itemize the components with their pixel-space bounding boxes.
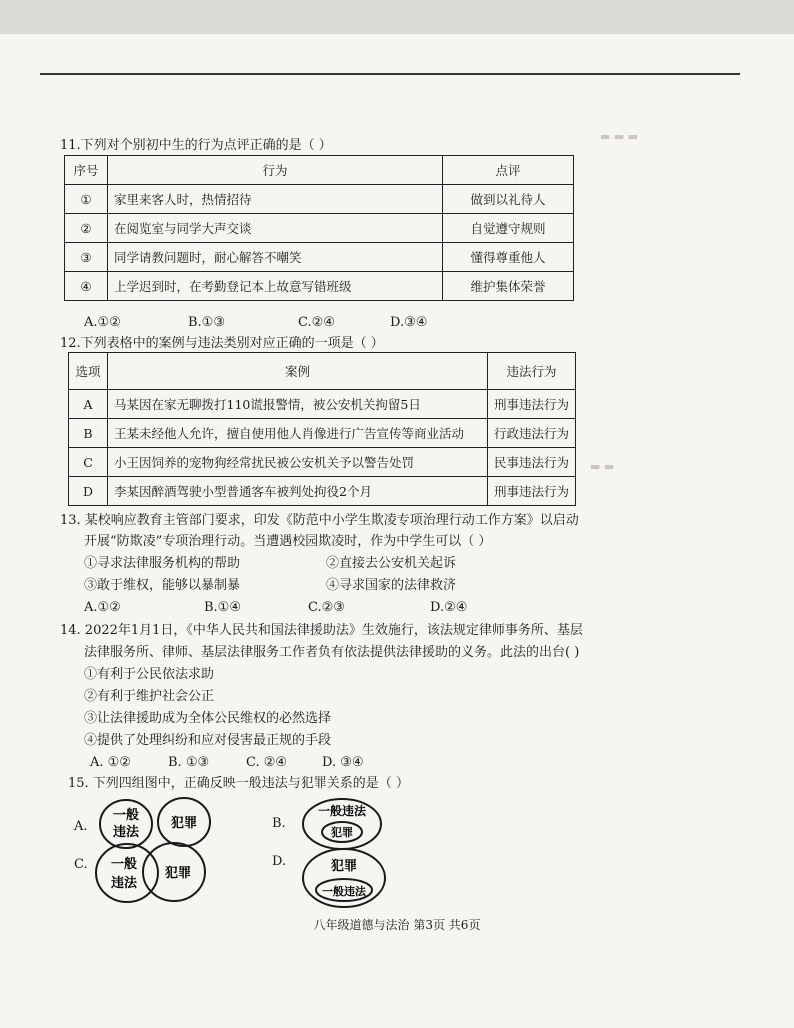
- q15-diagram-c: [94, 840, 214, 906]
- table-row: [69, 477, 576, 506]
- table-row: [69, 419, 576, 448]
- q13-option-a[interactable]: A.①②: [84, 600, 121, 615]
- q15-b-fanzui: 犯罪: [331, 826, 353, 839]
- q13-item-3: ③敢于维权，能够以暴制暴: [84, 578, 241, 593]
- q11-cell: 家里来客人时，热情招待: [108, 185, 443, 214]
- q13-options: [84, 599, 484, 617]
- q15-label-b[interactable]: B.: [272, 816, 286, 831]
- q11-options: [84, 314, 504, 332]
- q12-cell: 马某因在家无聊拨打110谎报警情，被公安机关拘留5日: [108, 390, 488, 419]
- q11-cell: 上学迟到时，在考勤登记本上故意写错班级: [108, 272, 443, 301]
- q15-diagram-d: [300, 846, 388, 910]
- q11-header-2: 点评: [443, 156, 574, 185]
- q12-header-0: 选项: [69, 353, 108, 390]
- q15-label-c[interactable]: C.: [74, 857, 88, 872]
- q15-d-fanzui: 犯罪: [330, 859, 358, 874]
- q15-a-weifa-2: 违法: [112, 825, 140, 840]
- q11-option-d[interactable]: D.③④: [390, 315, 428, 330]
- table-row: [69, 353, 576, 390]
- q11-header-0: 序号: [65, 156, 108, 185]
- q12-stem: 12.下列表格中的案例与违法类别对应正确的一项是（ ）: [60, 336, 384, 351]
- q11-cell: 懂得尊重他人: [443, 243, 574, 272]
- q12-cell: 行政违法行为: [487, 419, 575, 448]
- q12-cell: B: [69, 419, 108, 448]
- q15-c-weifa-1: 一般: [110, 857, 138, 872]
- q14-item-1: ①有利于公民依法求助: [84, 667, 215, 682]
- q11-header-1: 行为: [108, 156, 443, 185]
- q15-c-fanzui: 犯罪: [164, 866, 192, 881]
- q11-cell: 做到以礼待人: [443, 185, 574, 214]
- q15-label-a[interactable]: A.: [74, 819, 88, 834]
- bleed-through-mark: ▬ ▬: [590, 460, 615, 473]
- q11-cell: 在阅览室与同学大声交谈: [108, 214, 443, 243]
- q14-option-b[interactable]: B. ①③: [168, 755, 210, 770]
- q13-option-b[interactable]: B.①④: [204, 600, 241, 615]
- q11-cell: 维护集体荣誉: [443, 272, 574, 301]
- q12-table: [68, 352, 576, 506]
- q11-cell: ②: [65, 214, 108, 243]
- scan-top-band: [0, 0, 794, 34]
- q14-line2: 法律服务所、律师、基层法律服务工作者负有依法提供法律援助的义务。此法的出台( ): [84, 645, 580, 660]
- table-row: [65, 185, 574, 214]
- q11-cell: 自觉遵守规则: [443, 214, 574, 243]
- q11-option-b[interactable]: B.①③: [188, 315, 225, 330]
- q12-cell: C: [69, 448, 108, 477]
- bleed-through-mark: ▬ ▬ ▬: [600, 130, 639, 143]
- table-row: [69, 448, 576, 477]
- q12-cell: D: [69, 477, 108, 506]
- q15-a-fanzui: 犯罪: [170, 816, 198, 831]
- q11-option-c[interactable]: C.②④: [298, 315, 335, 330]
- q14-options: [90, 754, 410, 772]
- q14-option-d[interactable]: D. ③④: [322, 755, 364, 770]
- q15-d-weifa: 一般违法: [322, 885, 366, 898]
- header-rule: [40, 73, 740, 75]
- table-row: [65, 156, 574, 185]
- q14-item-3: ③让法律援助成为全体公民维权的必然选择: [84, 711, 332, 726]
- q14-item-4: ④提供了处理纠纷和应对侵害最正规的手段: [84, 733, 332, 748]
- q13-option-c[interactable]: C.②③: [308, 600, 345, 615]
- q15-b-weifa: 一般违法: [317, 804, 367, 818]
- page-footer: 八年级道德与法治 第3页 共6页: [313, 918, 481, 932]
- q12-cell: 民事违法行为: [487, 448, 575, 477]
- q11-stem: 11.下列对个别初中生的行为点评正确的是（ ）: [60, 138, 332, 153]
- table-row: [65, 214, 574, 243]
- q12-cell: 李某因醉酒驾驶小型普通客车被判处拘役2个月: [108, 477, 488, 506]
- q12-cell: 刑事违法行为: [487, 390, 575, 419]
- table-row: [65, 243, 574, 272]
- q13-option-d[interactable]: D.②④: [430, 600, 468, 615]
- table-row: [65, 272, 574, 301]
- q11-cell: ④: [65, 272, 108, 301]
- q12-cell: 王某未经他人允许，擅自使用他人肖像进行广告宣传等商业活动: [108, 419, 488, 448]
- q14-option-c[interactable]: C. ②④: [246, 755, 288, 770]
- q13-item-1: ①寻求法律服务机构的帮助: [84, 556, 241, 571]
- q13-item-4: ④寻求国家的法律救济: [326, 578, 457, 593]
- q15-c-weifa-2: 违法: [110, 876, 138, 891]
- q12-header-2: 违法行为: [487, 353, 575, 390]
- q11-option-a[interactable]: A.①②: [84, 315, 121, 330]
- q12-cell: A: [69, 390, 108, 419]
- q12-cell: 小王因饲养的宠物狗经常扰民被公安机关予以警告处罚: [108, 448, 488, 477]
- q11-cell: 同学请教问题时，耐心解答不嘲笑: [108, 243, 443, 272]
- q13-item-2: ②直接去公安机关起诉: [326, 556, 457, 571]
- q12-header-1: 案例: [108, 353, 488, 390]
- q15-a-weifa-1: 一般: [112, 808, 140, 823]
- q12-cell: 刑事违法行为: [487, 477, 575, 506]
- q14-line1: 14. 2022年1月1日，《中华人民共和国法律援助法》生效施行，该法规定律师事务所、基层: [60, 623, 583, 638]
- q11-cell: ①: [65, 185, 108, 214]
- q15-diagram-b: [300, 796, 386, 852]
- q14-option-a[interactable]: A. ①②: [90, 755, 131, 770]
- q13-line1: 13. 某校响应教育主管部门要求，印发《防范中小学生欺凌专项治理行动工作方案》以启动: [60, 513, 579, 528]
- q11-cell: ③: [65, 243, 108, 272]
- q11-table: [64, 155, 574, 301]
- q14-item-2: ②有利于维护社会公正: [84, 689, 215, 704]
- q15-label-d[interactable]: D.: [272, 854, 287, 869]
- table-row: [69, 390, 576, 419]
- q15-stem: 15. 下列四组图中，正确反映一般违法与犯罪关系的是（ ）: [68, 776, 409, 791]
- q13-line2: 开展“防欺凌”专项治理行动。当遭遇校园欺凌时，作为中学生可以（ ）: [84, 534, 492, 549]
